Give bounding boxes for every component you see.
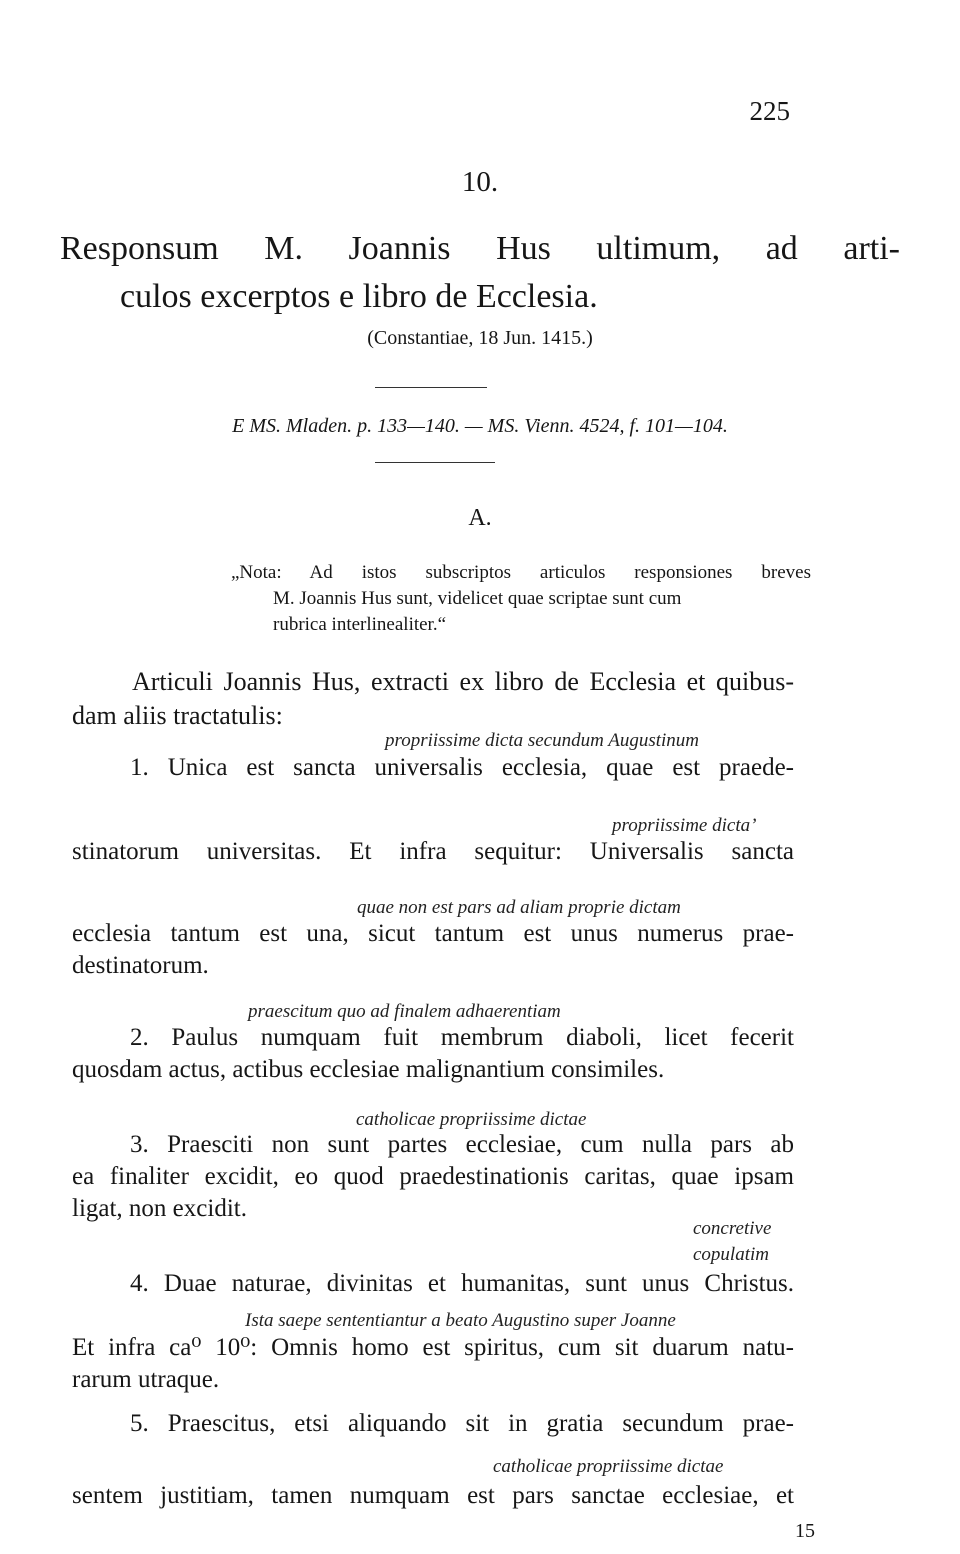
note-line: rubrica interlinealiter.“ (273, 614, 447, 635)
text-line: 2. Paulus numquam fuit membrum diaboli, licet fecerit (130, 1024, 794, 1051)
article-2 (72, 1022, 794, 1086)
document-number: 10. (461, 166, 499, 198)
text-line: 4. Duae naturae, divinitas et humanitas, sunt unus Christus. (130, 1270, 794, 1297)
divider-bottom (375, 462, 495, 463)
note-block (231, 560, 811, 638)
place-date: (Constantiae, 18 Jun. 1415.) (367, 327, 593, 349)
text-line: ligat, non excidit. (72, 1195, 247, 1222)
text-line: rarum utraque. (72, 1366, 220, 1393)
article-1-end (72, 918, 794, 982)
gloss: quae non est pars ad aliam proprie dictam (357, 897, 681, 918)
gloss: copulatim (693, 1244, 769, 1265)
text-line: stinatorum universitas. Et infra sequitur: Universalis sancta (72, 838, 794, 865)
article-5-continued (72, 1480, 794, 1512)
article-4-continued (72, 1332, 794, 1396)
text-line: destinatorum. (72, 952, 209, 979)
page-number: 225 (749, 96, 790, 126)
text-line: Et infra ca⁰ 10⁰: Omnis homo est spiritus, cum sit duarum natu- (72, 1334, 794, 1361)
article-1-continued (72, 836, 794, 868)
note-line: „Nota: Ad istos subscriptos articulos responsiones breves (231, 562, 811, 583)
text-line: ecclesia tantum est una, sicut tantum est unus numerus prae- (72, 920, 794, 947)
text-line: ea finaliter excidit, eo quod praedestinationis caritas, quae ipsam (72, 1163, 794, 1190)
note-line: M. Joannis Hus sunt, videlicet quae scriptae sunt cum (273, 588, 682, 609)
gloss: propriissime dicta secundum Augustinum (385, 730, 700, 751)
text-line: 1. Unica est sancta universalis ecclesia, quae est praede- (130, 754, 794, 781)
signature-mark: 15 (795, 1520, 815, 1542)
text-line: dam aliis tractatulis: (72, 701, 283, 730)
text-line: Articuli Joannis Hus, extracti ex libro de Ecclesia et quibus- (132, 667, 794, 696)
title-line-1: Responsum M. Joannis Hus ultimum, ad arti- (60, 230, 900, 267)
title-line-2: culos excerptos e libro de Ecclesia. (120, 278, 598, 315)
gloss: concretive (693, 1218, 772, 1239)
article-4 (72, 1268, 794, 1300)
text-line: sentem justitiam, tamen numquam est pars sanctae ecclesiae, et (72, 1482, 794, 1509)
text-line: 3. Praesciti non sunt partes ecclesiae, cum nulla pars ab (130, 1131, 794, 1158)
text-line: 5. Praescitus, etsi aliquando sit in gratia secundum prae- (130, 1410, 794, 1437)
document-title (60, 225, 900, 321)
article-5 (72, 1408, 794, 1440)
article-1 (72, 752, 794, 784)
gloss: propriissime dicta’ (612, 815, 757, 836)
gloss: Ista saepe sententiantur a beato Augustino super Joanne (245, 1310, 676, 1331)
intro-paragraph (72, 665, 794, 733)
gloss: catholicae propriissime dictae (493, 1456, 724, 1477)
gloss: catholicae propriissime dictae (356, 1109, 587, 1130)
section-letter: A. (468, 505, 492, 531)
source-reference: E MS. Mladen. p. 133—140. — MS. Vienn. 4524, f. 101—104. (232, 415, 728, 437)
divider-top (375, 387, 487, 388)
gloss: praescitum quo ad finalem adhaerentiam (248, 1001, 561, 1022)
text-line: quosdam actus, actibus ecclesiae malignantium consimiles. (72, 1056, 665, 1083)
article-3 (72, 1129, 794, 1225)
